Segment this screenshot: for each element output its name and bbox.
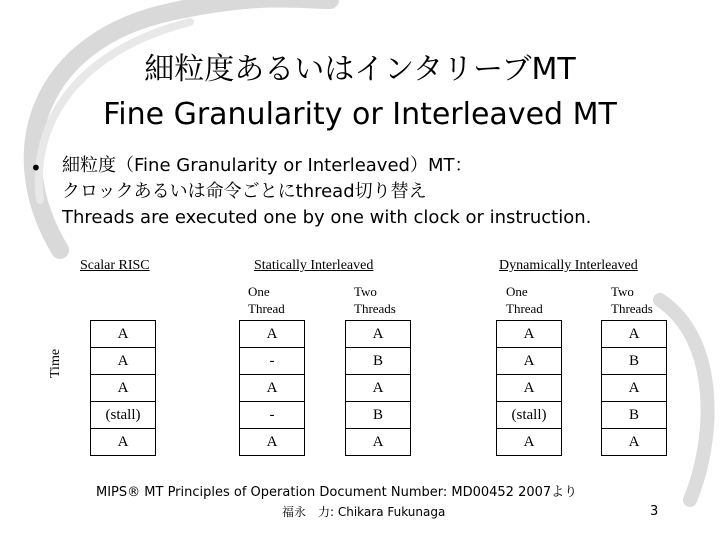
page-number: 3 (650, 504, 659, 519)
bullet-icon: • (30, 156, 42, 180)
slide-title-ja: 細粒度あるいはインタリーブMT (144, 52, 576, 87)
timeline-cell: B (346, 347, 410, 374)
timeline-cell: A (628, 326, 640, 342)
timeline-cell: (stall) (497, 401, 561, 428)
timeline-cell: A (240, 428, 304, 455)
timeline-cell: A (91, 428, 155, 455)
timeline-cell: A (372, 326, 384, 342)
timeline-cell: A (117, 326, 129, 342)
bullet-text-line1: 細粒度（Fine Granularity or Interleaved）MT： (62, 155, 473, 176)
timeline-cell: - (240, 347, 304, 374)
column-label-line2: Threads (611, 301, 653, 316)
source-citation: MIPS® MT Principles of Operation Document Number: MD00452 2007より (96, 485, 578, 500)
timeline-column-dynamic-two (601, 320, 667, 456)
column-label-line1: One (506, 284, 528, 299)
timeline-cell: A (91, 347, 155, 374)
timeline-cell: A (497, 428, 561, 455)
timeline-cell: A (497, 347, 561, 374)
group-heading-static: Statically Interleaved (254, 258, 374, 273)
column-label-line2: Thread (506, 301, 543, 316)
timeline-cell: - (240, 401, 304, 428)
timeline-cell: (stall) (91, 401, 155, 428)
timeline-column-static-one (239, 320, 305, 456)
bullet-text-line3: Threads are executed one by one with clock or instruction. (62, 207, 592, 228)
timeline-cell: A (497, 374, 561, 401)
column-label-line2: Threads (354, 301, 396, 316)
timeline-cell: A (346, 428, 410, 455)
column-label-line2: Thread (248, 301, 285, 316)
timeline-column-scalar (90, 320, 156, 456)
group-heading-dynamic: Dynamically Interleaved (499, 258, 638, 273)
timeline-cell: A (523, 326, 535, 342)
column-label-line1: Two (354, 284, 377, 299)
time-axis-label: Time (48, 348, 63, 378)
author-credit: 福永 力: Chikara Fukunaga (282, 505, 446, 519)
timeline-cell: A (91, 374, 155, 401)
timeline-cell: B (346, 401, 410, 428)
timeline-cell: A (240, 374, 304, 401)
timeline-cell: A (346, 374, 410, 401)
timeline-cell: A (602, 428, 666, 455)
group-heading-scalar: Scalar RISC (80, 258, 150, 273)
timeline-column-static-two (345, 320, 411, 456)
column-label-line1: One (248, 284, 270, 299)
slide-title-en: Fine Granularity or Interleaved MT (103, 97, 617, 132)
timeline-cell: A (266, 326, 278, 342)
column-label-line1: Two (611, 284, 634, 299)
timeline-cell: B (602, 401, 666, 428)
bullet-text-line2: クロックあるいは命令ごとにthread切り替え (62, 181, 427, 202)
timeline-column-dynamic-one (496, 320, 562, 456)
timeline-cell: A (602, 374, 666, 401)
timeline-cell: B (602, 347, 666, 374)
